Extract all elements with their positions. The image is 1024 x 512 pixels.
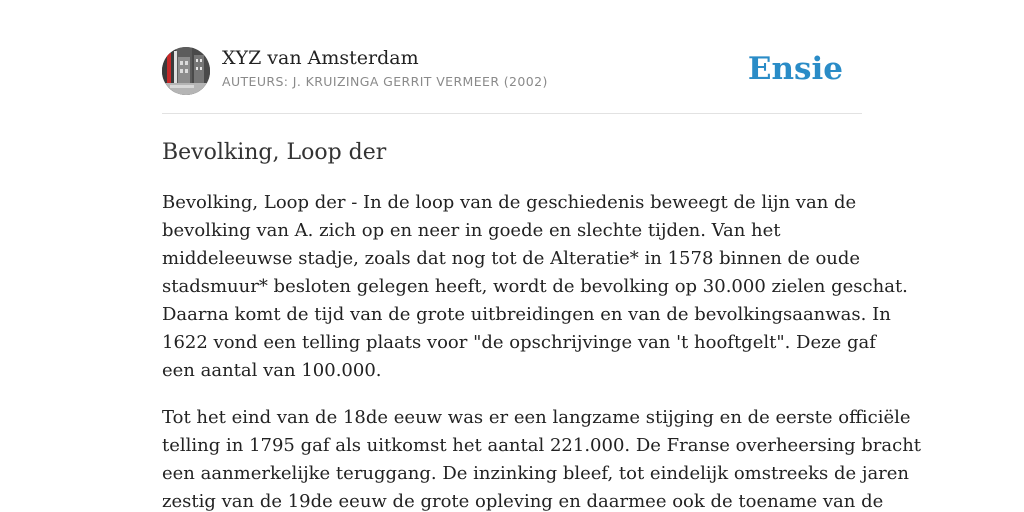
text-line: telling in 1795 gaf als uitkomst het aantal 221.000. De Franse overheersing bracht xyxy=(162,435,922,456)
text-line: een aantal van 100.000. xyxy=(162,360,382,381)
text-line: Bevolking, Loop der - In de loop van de geschiedenis beweegt de lijn van de xyxy=(162,192,857,213)
text-line: middeleeuwse stadje, zoals dat nog tot de Alteratie* in 1578 binnen de oude xyxy=(162,248,861,269)
book-header xyxy=(162,46,862,96)
book-authors: AUTEURS: J. KRUIZINGA GERRIT VERMEER (2002) xyxy=(222,74,548,89)
text-line: Tot het eind van de 18de eeuw was er een langzame stijging en de eerste officiële xyxy=(162,407,911,428)
book-title[interactable]: XYZ van Amsterdam xyxy=(222,47,419,69)
text-line: stadsmuur* besloten gelegen heeft, wordt de bevolking op 30.000 zielen geschat. xyxy=(162,276,908,297)
paragraph xyxy=(162,404,922,512)
entry-content xyxy=(162,189,922,512)
paragraph xyxy=(162,189,908,385)
book-cover-avatar[interactable] xyxy=(162,47,210,95)
text-line: een aanmerkelijke teruggang. De inzinking bleef, tot eindelijk omstreeks de jaren xyxy=(162,463,910,484)
header-divider xyxy=(162,113,862,114)
text-line: Daarna komt de tijd van de grote uitbreidingen en van de bevolkingsaanwas. In xyxy=(162,304,891,325)
ensie-logo[interactable]: Ensie xyxy=(747,51,843,87)
page-title: Bevolking, Loop der xyxy=(162,140,387,165)
text-line: zestig van de 19de eeuw de grote opleving en daarmee ook de toename van de xyxy=(162,491,884,512)
book-cover-image xyxy=(162,47,210,95)
text-line: 1622 vond een telling plaats voor "de opschrijvinge van 't hooftgelt". Deze gaf xyxy=(162,332,876,353)
text-line: bevolking van A. zich op en neer in goede en slechte tijden. Van het xyxy=(162,220,781,241)
